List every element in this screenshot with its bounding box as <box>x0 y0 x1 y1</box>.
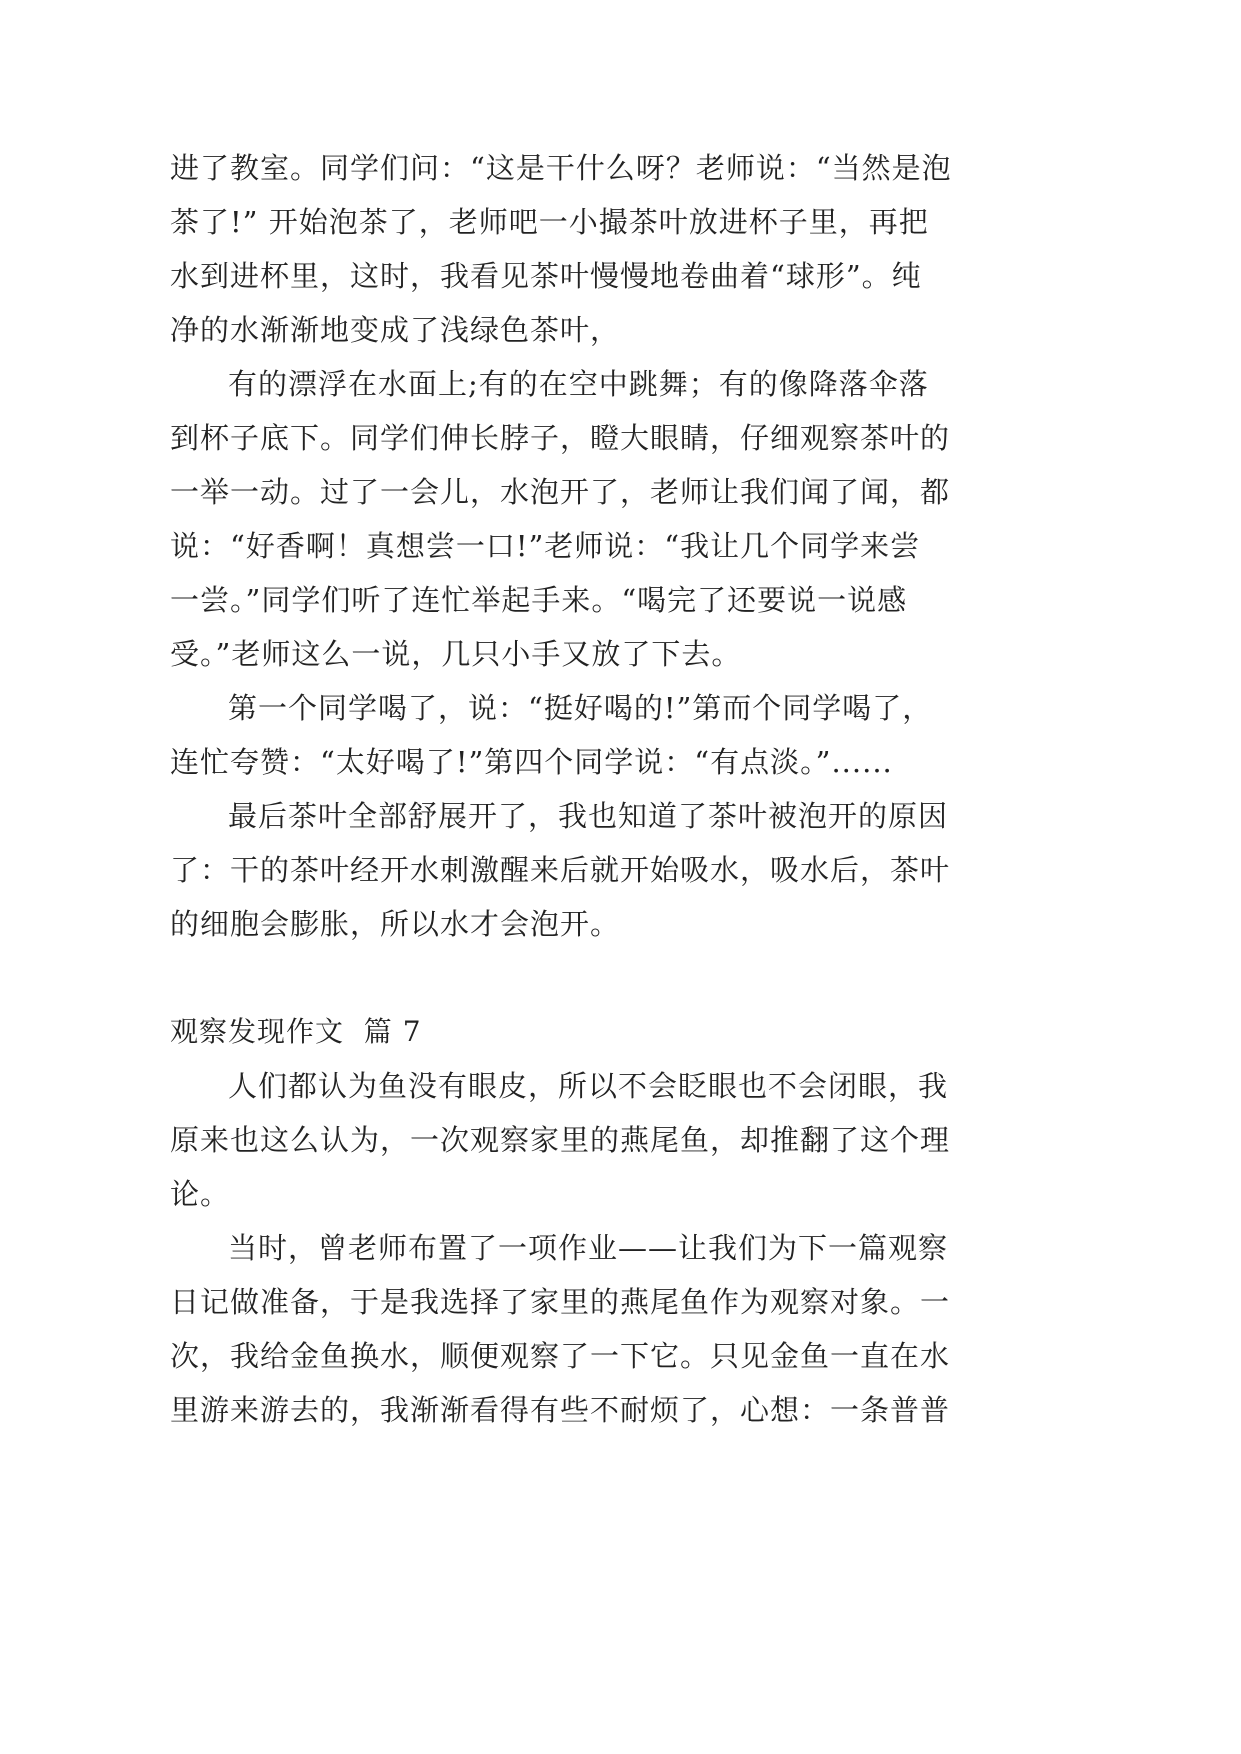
text-line: 次，我给金鱼换水，顺便观察了一下它。只见金鱼一直在水 <box>170 1339 951 1373</box>
paragraph-first-line: 第一个同学喝了，说：“挺好喝的!”第而个同学喝了， <box>228 691 933 725</box>
paragraph-first-line: 人们都认为鱼没有眼皮，所以不会眨眼也不会闭眼，我 <box>228 1069 949 1103</box>
text-line: 一尝。”同学们听了连忙举起手来。“喝完了还要说一说感 <box>170 583 908 617</box>
text-line: 进了教室。同学们问：“这是干什么呀？老师说：“当然是泡 <box>170 151 952 185</box>
text-line: 水到进杯里，这时，我看见茶叶慢慢地卷曲着“球形”。纯 <box>170 259 922 293</box>
text-line: 一举一动。过了一会儿，水泡开了，老师让我们闻了闻，都 <box>170 475 951 509</box>
text-line: 日记做准备，于是我选择了家里的燕尾鱼作为观察对象。一 <box>170 1285 951 1319</box>
text-line: 的细胞会膨胀，所以水才会泡开。 <box>170 907 621 941</box>
paragraph-first-line: 当时，曾老师布置了一项作业——让我们为下一篇观察 <box>228 1231 949 1265</box>
text-line: 连忙夸赞：“太好喝了!”第四个同学说：“有点淡。”...... <box>170 745 893 779</box>
text-line: 茶了!” 开始泡茶了，老师吧一小撮茶叶放进杯子里，再把 <box>170 205 929 239</box>
paragraph-first-line: 最后茶叶全部舒展开了，我也知道了茶叶被泡开的原因 <box>228 799 949 833</box>
text-line: 到杯子底下。同学们伸长脖子，瞪大眼睛，仔细观察茶叶的 <box>170 421 951 455</box>
text-line: 了：干的茶叶经开水刺激醒来后就开始吸水，吸水后，茶叶 <box>170 853 951 887</box>
section-heading: 观察发现作文 篇 7 <box>170 1015 422 1048</box>
text-line: 受。”老师这么一说，几只小手又放了下去。 <box>170 637 742 671</box>
text-line: 原来也这么认为，一次观察家里的燕尾鱼，却推翻了这个理 <box>170 1123 951 1157</box>
text-line: 说：“好香啊！真想尝一口!”老师说：“我让几个同学来尝 <box>170 529 921 563</box>
text-line: 论。 <box>170 1177 231 1211</box>
text-line: 净的水渐渐地变成了浅绿色茶叶， <box>170 313 621 347</box>
paragraph-first-line: 有的漂浮在水面上;有的在空中跳舞；有的像降落伞落 <box>228 367 929 401</box>
text-line: 里游来游去的，我渐渐看得有些不耐烦了，心想：一条普普 <box>170 1393 951 1427</box>
